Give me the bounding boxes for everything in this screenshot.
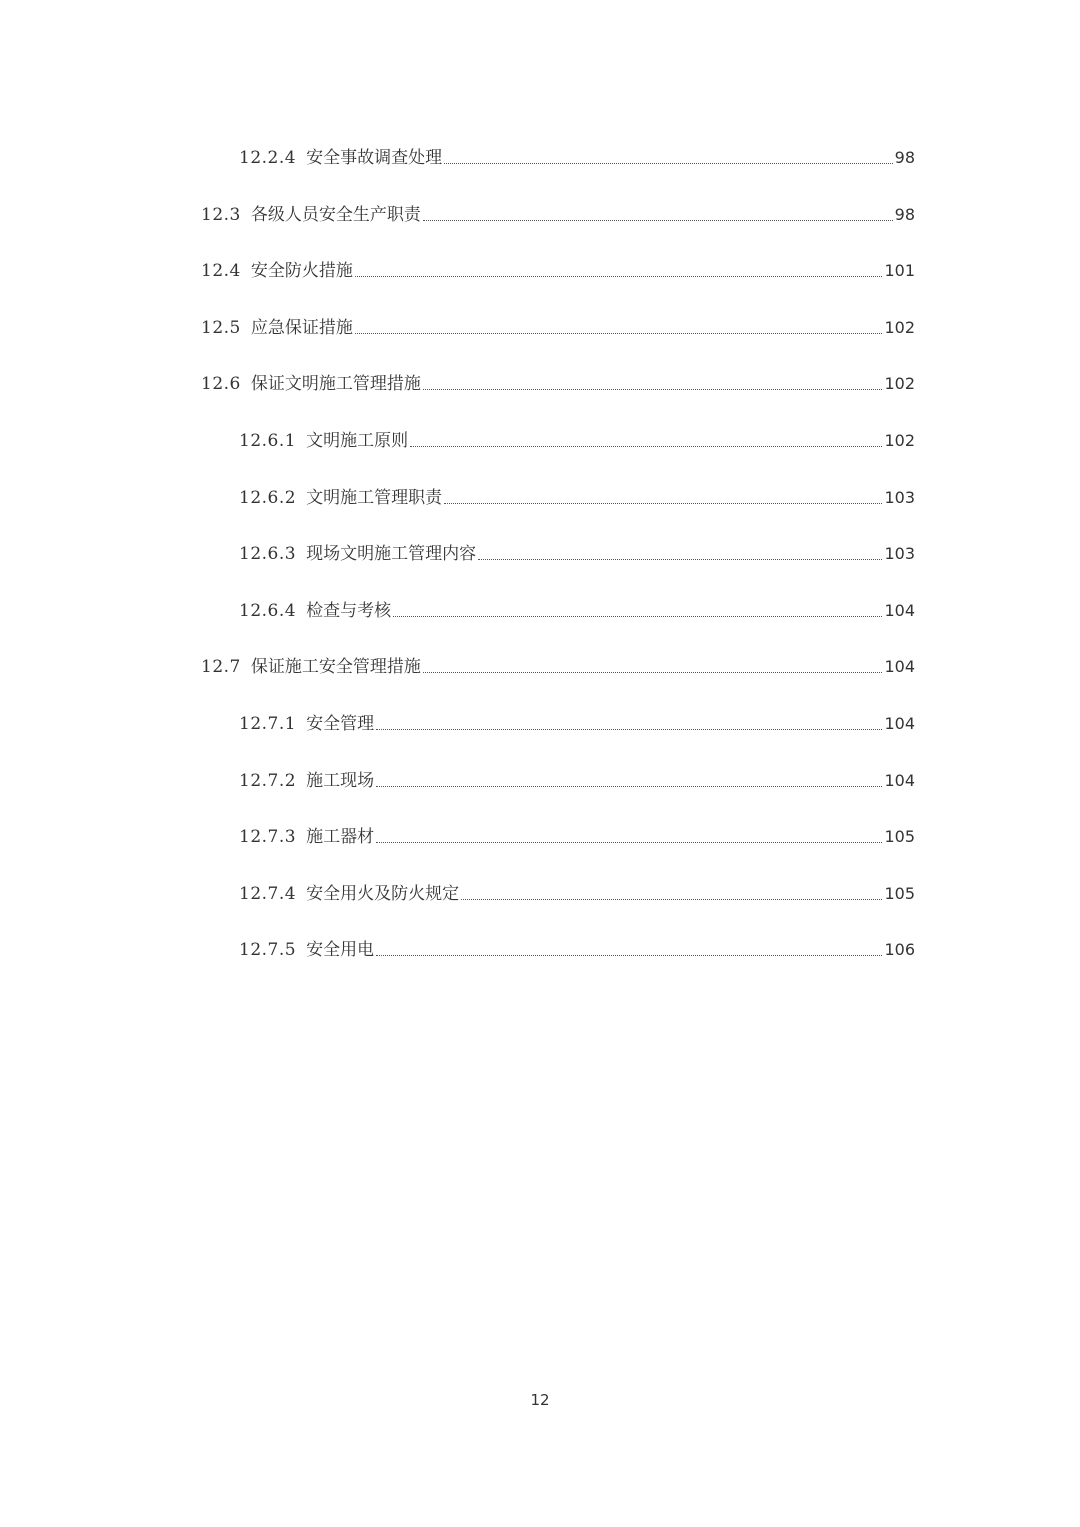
toc-entry[interactable] xyxy=(239,591,915,621)
toc-dot-leader xyxy=(376,955,882,956)
toc-entry-title: 应急保证措施 xyxy=(250,318,353,338)
toc-entry-number: 12.6.4 xyxy=(239,601,297,621)
toc-entry-page-number: 102 xyxy=(884,431,915,450)
toc-entry-page-number: 104 xyxy=(884,714,915,733)
toc-entry-title: 施工器材 xyxy=(306,827,375,847)
toc-entry-page-number: 104 xyxy=(884,771,915,790)
toc-entry-title: 各级人员安全生产职责 xyxy=(250,205,421,225)
toc-dot-leader xyxy=(444,163,893,164)
toc-dot-leader xyxy=(461,899,882,900)
toc-entry-page-number: 103 xyxy=(884,544,915,563)
toc-entry-page-number: 101 xyxy=(884,261,915,280)
toc-entry-number: 12.7 xyxy=(201,657,241,677)
toc-entry-number: 12.7.5 xyxy=(239,940,297,960)
toc-entry-title: 安全防火措施 xyxy=(250,261,353,281)
toc-entry[interactable] xyxy=(201,647,915,677)
toc-dot-leader xyxy=(355,333,883,334)
toc-entry-title: 保证施工安全管理措施 xyxy=(250,657,421,677)
toc-entry-number: 12.7.4 xyxy=(239,884,297,904)
toc-entry[interactable] xyxy=(201,195,915,225)
toc-entry-title: 施工现场 xyxy=(306,771,375,791)
toc-entry-page-number: 98 xyxy=(894,148,915,167)
toc-entry-number: 12.6 xyxy=(201,374,241,394)
toc-entry-title: 安全事故调查处理 xyxy=(306,148,443,168)
toc-entry-title: 安全管理 xyxy=(306,714,375,734)
toc-dot-leader xyxy=(410,446,882,447)
toc-entry-title: 文明施工原则 xyxy=(306,431,409,451)
toc-entry-page-number: 102 xyxy=(884,374,915,393)
toc-entry-number: 12.7.1 xyxy=(239,714,297,734)
toc-entry-title: 检查与考核 xyxy=(306,601,392,621)
toc-entry[interactable] xyxy=(239,761,915,791)
toc-dot-leader xyxy=(393,616,882,617)
toc-dot-leader xyxy=(423,672,883,673)
toc-entry[interactable] xyxy=(239,478,915,508)
toc-dot-leader xyxy=(376,729,882,730)
toc-entry-page-number: 104 xyxy=(884,601,915,620)
toc-entry[interactable] xyxy=(201,251,915,281)
toc-dot-leader xyxy=(376,786,882,787)
toc-entry[interactable] xyxy=(201,308,915,338)
toc-entry-page-number: 103 xyxy=(884,488,915,507)
toc-entry-number: 12.6.1 xyxy=(239,431,297,451)
toc-entry-page-number: 105 xyxy=(884,827,915,846)
toc-entry-title: 安全用电 xyxy=(306,940,375,960)
toc-entry-number: 12.7.2 xyxy=(239,771,297,791)
toc-entry[interactable] xyxy=(239,930,915,960)
toc-entry-title: 现场文明施工管理内容 xyxy=(306,544,477,564)
toc-dot-leader xyxy=(355,276,883,277)
toc-entry-page-number: 105 xyxy=(884,884,915,903)
toc-entry[interactable] xyxy=(239,817,915,847)
toc-entry[interactable] xyxy=(239,534,915,564)
toc-entry[interactable] xyxy=(239,421,915,451)
toc-dot-leader xyxy=(478,559,882,560)
page-number: 12 xyxy=(530,1391,550,1409)
toc-entry-page-number: 104 xyxy=(884,657,915,676)
toc-entry-page-number: 102 xyxy=(884,318,915,337)
toc-entry[interactable] xyxy=(239,704,915,734)
toc-entry-number: 12.4 xyxy=(201,261,241,281)
toc-entry-title: 文明施工管理职责 xyxy=(306,488,443,508)
toc-dot-leader xyxy=(423,389,883,390)
toc-entry[interactable] xyxy=(239,874,915,904)
toc-entry-number: 12.5 xyxy=(201,318,241,338)
toc-entry-title: 安全用火及防火规定 xyxy=(306,884,460,904)
toc-entry-number: 12.6.3 xyxy=(239,544,297,564)
toc-entry-number: 12.7.3 xyxy=(239,827,297,847)
toc-entry[interactable] xyxy=(239,138,915,168)
toc-entry-title: 保证文明施工管理措施 xyxy=(250,374,421,394)
toc-dot-leader xyxy=(444,503,882,504)
toc-entry-number: 12.2.4 xyxy=(239,148,297,168)
toc-entry-page-number: 106 xyxy=(884,940,915,959)
toc-entry-number: 12.3 xyxy=(201,205,241,225)
toc-dot-leader xyxy=(423,220,893,221)
toc-dot-leader xyxy=(376,842,882,843)
toc-entry-number: 12.6.2 xyxy=(239,488,297,508)
toc-entry[interactable] xyxy=(201,364,915,394)
toc-entry-page-number: 98 xyxy=(894,205,915,224)
